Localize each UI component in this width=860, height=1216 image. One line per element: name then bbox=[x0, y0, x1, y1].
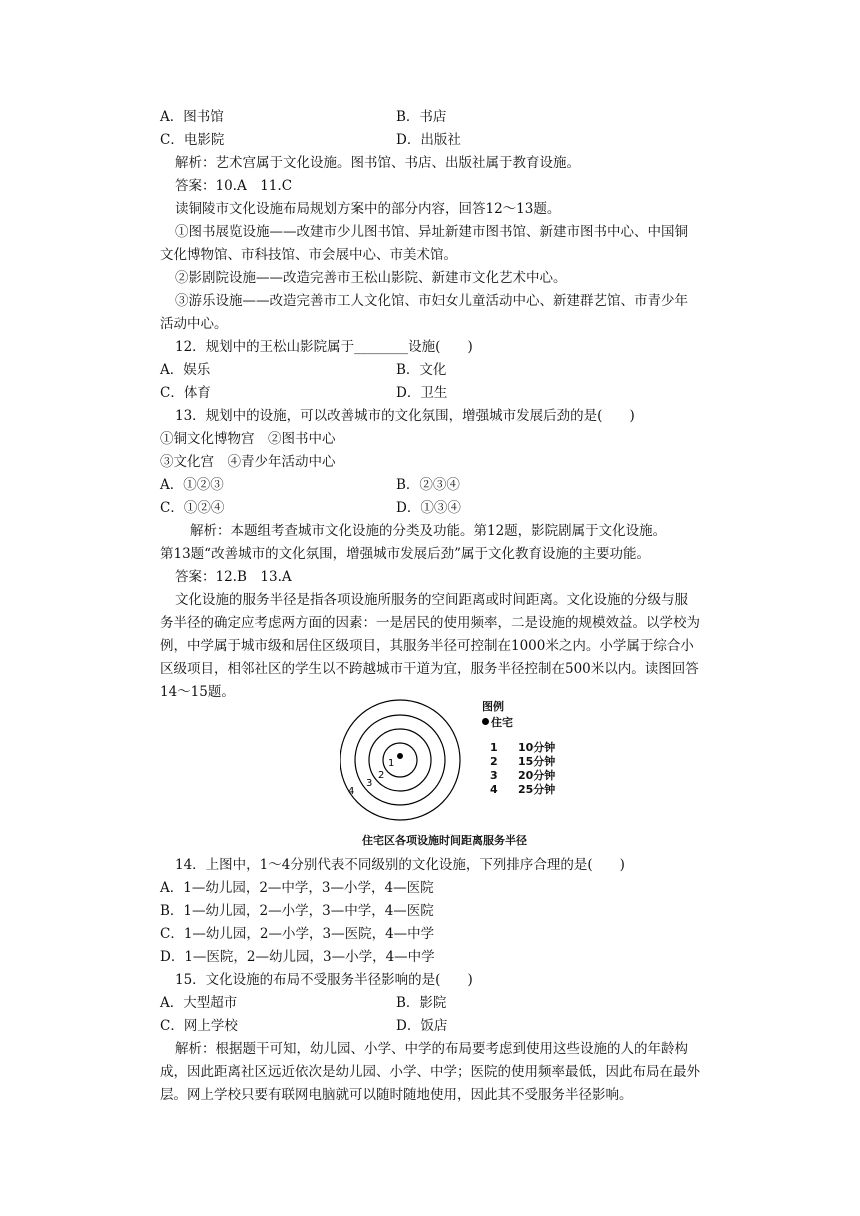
statement-line: ①铜文化博物宫 ②图书中心 bbox=[160, 431, 336, 447]
option-c: C．网上学校 bbox=[160, 1018, 238, 1034]
analysis-text: 解析：本题组考查城市文化设施的分类及功能。第12题，影院剧属于文化设施。 bbox=[190, 523, 667, 539]
legend-num: 1 bbox=[490, 741, 498, 754]
analysis-text: 第13题“改善城市的文化氛围，增强城市发展后劲”属于文化教育设施的主要功能。 bbox=[160, 546, 650, 562]
question-14: 14．上图中，1～4分别代表不同级别的文化设施，下列排序合理的是( ) bbox=[175, 857, 625, 873]
option-b: B．文化 bbox=[396, 362, 447, 378]
legend-num: 2 bbox=[490, 755, 498, 768]
legend-time: 20分钟 bbox=[518, 769, 556, 782]
option-c: C．①②④ bbox=[160, 500, 225, 516]
question-15: 15．文化设施的布局不受服务半径影响的是( ) bbox=[175, 972, 473, 988]
ring-4 bbox=[340, 700, 460, 820]
home-dot bbox=[397, 753, 403, 759]
option-d: D．出版社 bbox=[396, 132, 461, 148]
option-b: B．书店 bbox=[396, 109, 447, 125]
question-13: 13．规划中的设施，可以改善城市的文化氛围，增强城市发展后劲的是( ) bbox=[175, 408, 635, 424]
option-d: D．饭店 bbox=[396, 1018, 448, 1034]
legend-num: 4 bbox=[490, 783, 498, 796]
option-c: C．体育 bbox=[160, 385, 211, 401]
legend-home-label: 住宅 bbox=[491, 716, 513, 729]
legend-num: 3 bbox=[490, 769, 498, 782]
legend-title: 图例 bbox=[482, 700, 504, 713]
legend-home bbox=[482, 716, 513, 729]
passage-line: 务半径的确定应考虑两方面的因素：一是居民的使用频率，二是设施的规模效益。以学校为 bbox=[160, 615, 700, 631]
analysis-text: 解析：艺术宫属于文化设施。图书馆、书店、出版社属于教育设施。 bbox=[175, 155, 580, 171]
option-a: A．图书馆 bbox=[160, 109, 224, 125]
option-c: C．电影院 bbox=[160, 132, 225, 148]
question-12: 12．规划中的王松山影院属于________设施( ) bbox=[175, 339, 473, 355]
analysis-text: 层。网上学校只要有联网电脑就可以随时随地使用，因此其不受服务半径影响。 bbox=[160, 1087, 633, 1103]
passage-line: 活动中心。 bbox=[160, 316, 228, 332]
ring-label-3: 3 bbox=[366, 778, 373, 789]
option-a: A．大型超市 bbox=[160, 995, 238, 1011]
legend-time: 25分钟 bbox=[518, 783, 556, 796]
option-a: A．1—幼儿园，2—中学，3—小学，4—医院 bbox=[160, 880, 434, 896]
option-b: B．影院 bbox=[396, 995, 447, 1011]
passage-line: ②影剧院设施——改造完善市王松山影院、新建市文化艺术中心。 bbox=[175, 270, 567, 286]
option-d: D．卫生 bbox=[396, 385, 448, 401]
ring-label-2: 2 bbox=[378, 770, 385, 781]
ring-label-1: 1 bbox=[388, 758, 395, 769]
answer-text: 答案：12.B 13.A bbox=[175, 569, 292, 585]
passage-intro: 读铜陵市文化设施布局规划方案中的部分内容，回答12～13题。 bbox=[175, 201, 561, 217]
option-c: C．1—幼儿园，2—小学，3—医院，4—中学 bbox=[160, 926, 435, 942]
ring-2 bbox=[369, 729, 431, 791]
passage-line: 14～15题。 bbox=[160, 684, 235, 700]
option-a: A．娱乐 bbox=[160, 362, 211, 378]
home-dot-icon bbox=[482, 718, 489, 725]
option-a: A．①②③ bbox=[160, 477, 224, 493]
passage-line: 文化设施的服务半径是指各项设施所服务的空间距离或时间距离。文化设施的分级与服 bbox=[175, 592, 688, 608]
statement-line: ③文化宫 ④青少年活动中心 bbox=[160, 454, 336, 470]
option-b: B．②③④ bbox=[396, 477, 460, 493]
analysis-text: 成，因此距离社区远近依次是幼儿园、小学、中学；医院的使用频率最低，因此布局在最外 bbox=[160, 1064, 700, 1080]
legend-time: 10分钟 bbox=[518, 741, 556, 754]
ring-label-4: 4 bbox=[348, 786, 355, 797]
passage-line: ①图书展览设施——改建市少儿图书馆、异址新建市图书馆、新建市图书中心、中国铜 bbox=[175, 224, 688, 240]
passage-line: 区级项目，相邻社区的学生以不跨越城市干道为宜，服务半径控制在500米以内。读图回答 bbox=[160, 661, 699, 677]
option-d: D．①③④ bbox=[396, 500, 461, 516]
option-d: D．1—医院，2—幼儿园，3—小学，4—中学 bbox=[160, 949, 435, 965]
legend-time: 15分钟 bbox=[518, 755, 556, 768]
option-b: B．1—幼儿园，2—小学，3—中学，4—医院 bbox=[160, 903, 434, 919]
analysis-text: 解析：根据题干可知，幼儿园、小学、中学的布局要考虑到使用这些设施的人的年龄构 bbox=[175, 1041, 688, 1057]
passage-line: 文化博物馆、市科技馆、市会展中心、市美术馆。 bbox=[160, 247, 457, 263]
passage-line: 例，中学属于城市级和居住区级项目，其服务半径可控制在1000米之内。小学属于综合小 bbox=[160, 638, 694, 654]
figure-caption: 住宅区各项设施时间距离服务半径 bbox=[362, 834, 527, 847]
answer-text: 答案：10.A 11.C bbox=[175, 178, 293, 194]
passage-line: ③游乐设施——改造完善市工人文化馆、市妇女儿童活动中心、新建群艺馆、市青少年 bbox=[175, 293, 688, 309]
